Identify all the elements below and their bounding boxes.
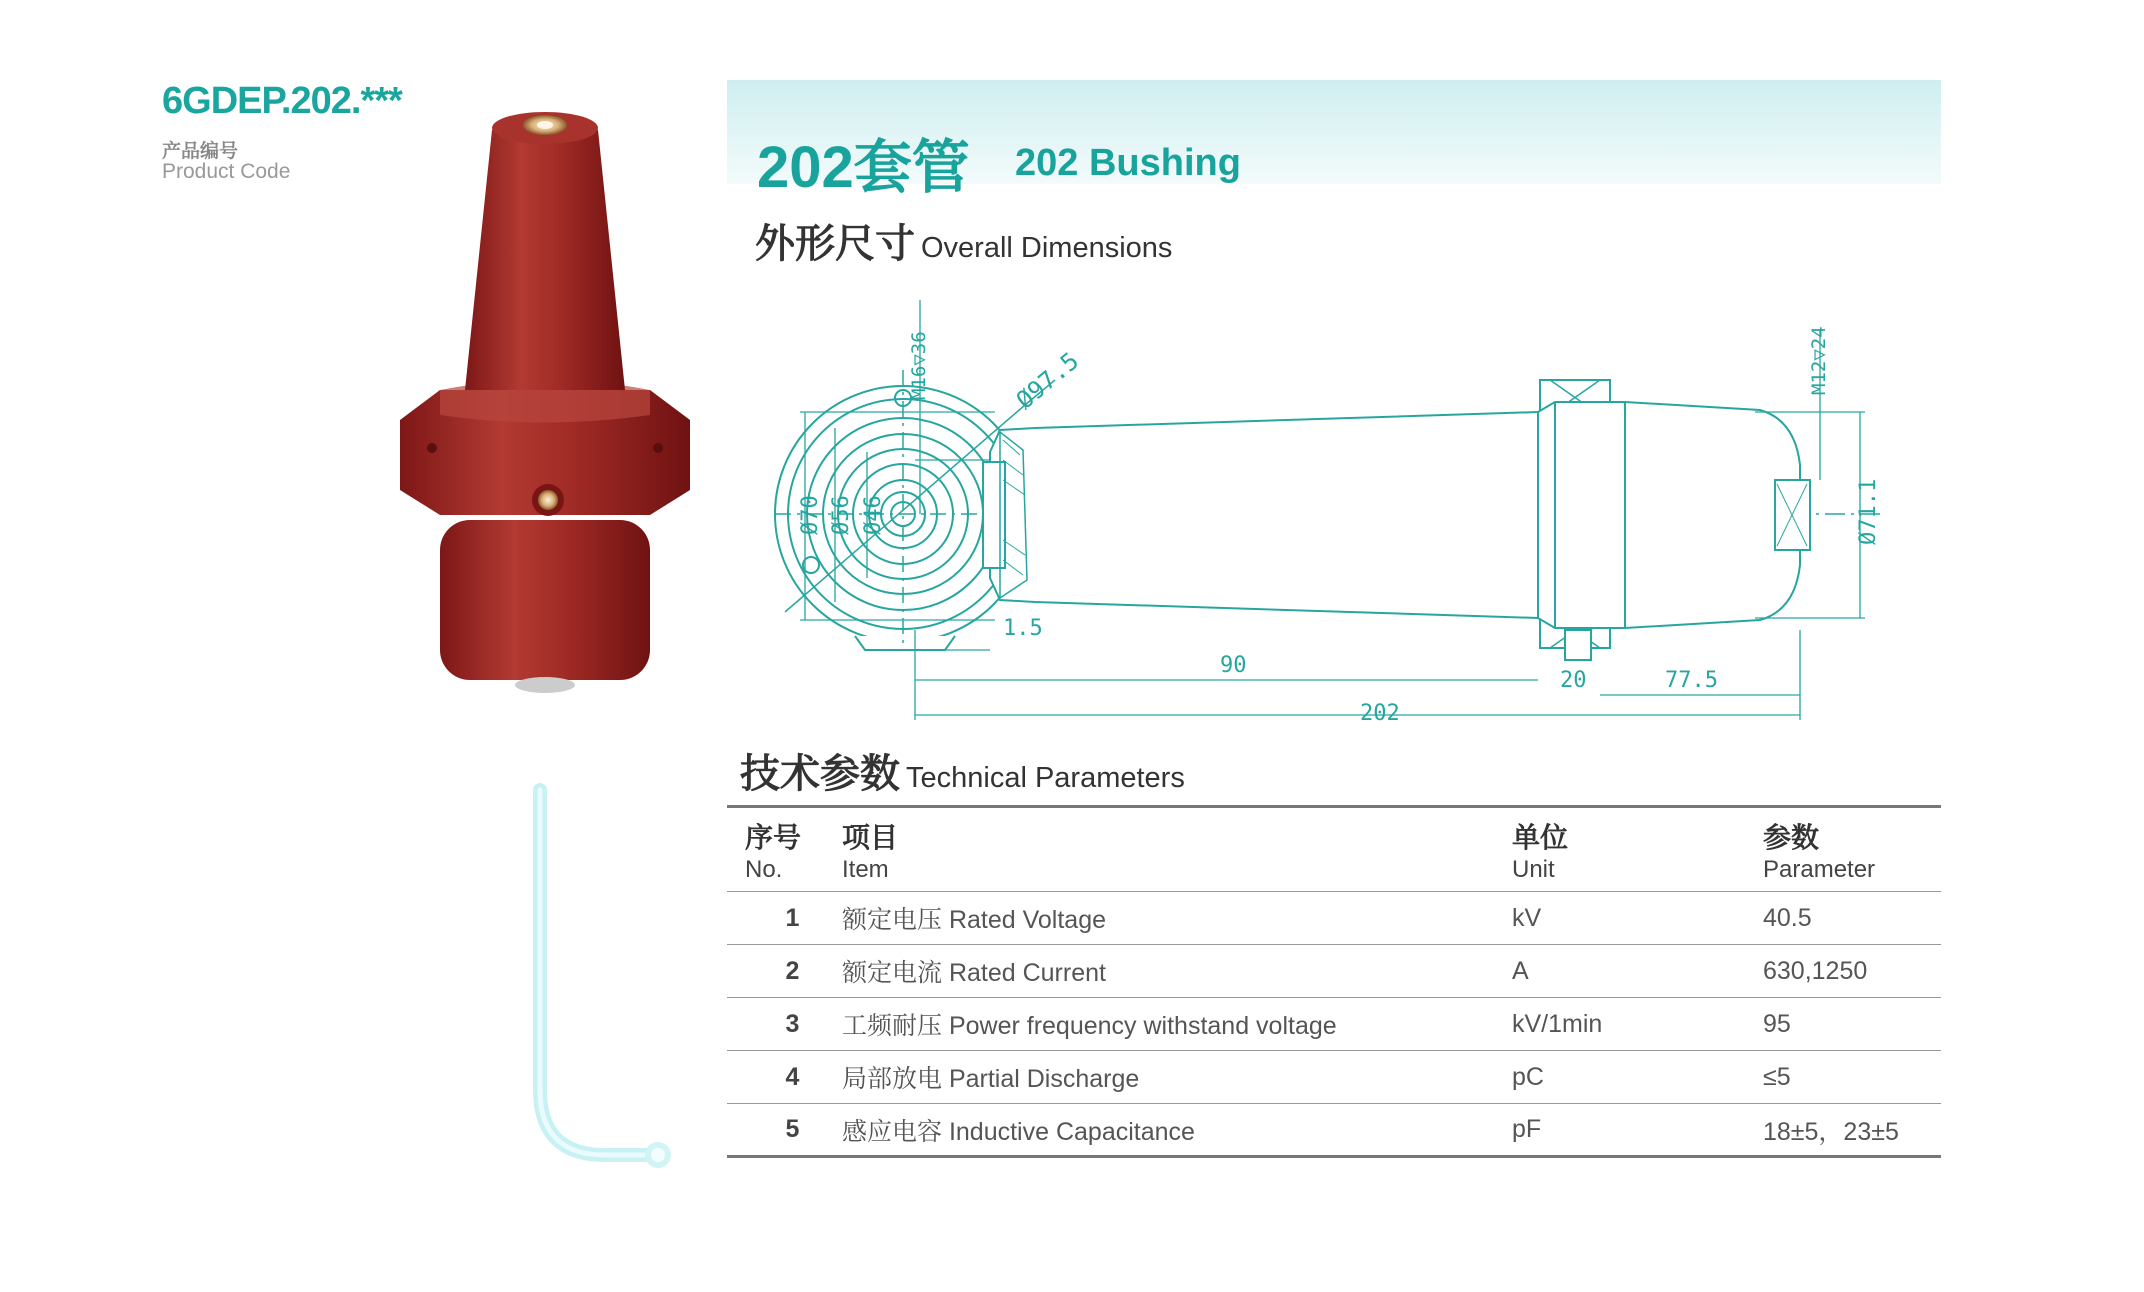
table-row — [727, 1104, 1941, 1157]
row-unit: kV/1min — [1512, 1009, 1603, 1038]
row-item: 额定电压 Rated Voltage — [842, 906, 1107, 934]
label-thread-right: M12▽24 — [1808, 326, 1830, 395]
row-no: 1 — [785, 903, 800, 932]
parameters-table — [727, 805, 1941, 1158]
label-202: 202 — [1360, 701, 1400, 726]
side-view — [983, 380, 1885, 660]
label-d56: Ø56 — [829, 495, 854, 535]
page-title-cn: 202套管 — [757, 135, 970, 200]
dimensions-heading-en: Overall Dimensions — [921, 232, 1173, 264]
label-20: 20 — [1560, 668, 1587, 693]
product-code: 6GDEP.202.*** — [162, 80, 402, 122]
label-d46: Ø46 — [861, 495, 886, 535]
label-d70: Ø70 — [798, 495, 823, 535]
row-item: 额定电流 Rated Current — [842, 959, 1106, 987]
decorative-connector-line — [520, 780, 680, 1180]
header-item: 项目 Item — [842, 821, 899, 883]
row-value: 95 — [1763, 1009, 1791, 1038]
row-value: 18±5，23±5 — [1763, 1117, 1899, 1146]
header-no: 序号 No. — [745, 821, 802, 883]
dimension-drawing — [755, 300, 1915, 730]
product-code-label-cn: 产品编号 — [162, 141, 239, 162]
row-no: 2 — [785, 956, 800, 985]
header-parameter: 参数 Parameter — [1763, 821, 1876, 883]
row-unit: pF — [1512, 1115, 1542, 1143]
label-thread-left: M16▽36 — [908, 331, 930, 400]
label-diameter-front: Ø97.5 — [1010, 346, 1085, 415]
row-no: 4 — [785, 1062, 800, 1091]
row-item: 感应电容 Inductive Capacitance — [842, 1117, 1195, 1146]
row-unit: pC — [1512, 1062, 1544, 1091]
label-d71: Ø71.1 — [1856, 478, 1881, 545]
table-row — [727, 892, 1941, 945]
parameters-heading — [740, 742, 1185, 799]
label-77-5: 77.5 — [1665, 668, 1718, 693]
row-item: 工频耐压 Power frequency withstand voltage — [842, 1012, 1337, 1040]
product-code-label-en: Product Code — [162, 160, 291, 183]
row-value: 40.5 — [1763, 903, 1812, 932]
header-unit: 单位 Unit — [1512, 821, 1569, 883]
parameters-heading-en: Technical Parameters — [906, 762, 1185, 794]
row-item: 局部放电 Partial Discharge — [842, 1065, 1140, 1093]
row-no: 3 — [785, 1009, 800, 1038]
row-unit: kV — [1512, 903, 1542, 932]
table-row — [727, 945, 1941, 998]
dimensions-heading — [755, 212, 1172, 269]
dimensions-heading-cn: 外形尺寸 — [755, 222, 915, 266]
product-photo — [380, 100, 710, 710]
row-value: 630,1250 — [1763, 956, 1868, 985]
table-row — [727, 1051, 1941, 1104]
row-value: ≤5 — [1763, 1062, 1791, 1091]
label-90: 90 — [1220, 653, 1247, 678]
label-1-5: 1.5 — [1003, 616, 1043, 641]
parameters-heading-cn: 技术参数 — [740, 752, 900, 796]
row-unit: A — [1512, 956, 1529, 985]
row-no: 5 — [785, 1115, 800, 1143]
table-row — [727, 998, 1941, 1051]
table-header-row — [727, 807, 1941, 892]
page-title-en: 202 Bushing — [1015, 142, 1241, 184]
